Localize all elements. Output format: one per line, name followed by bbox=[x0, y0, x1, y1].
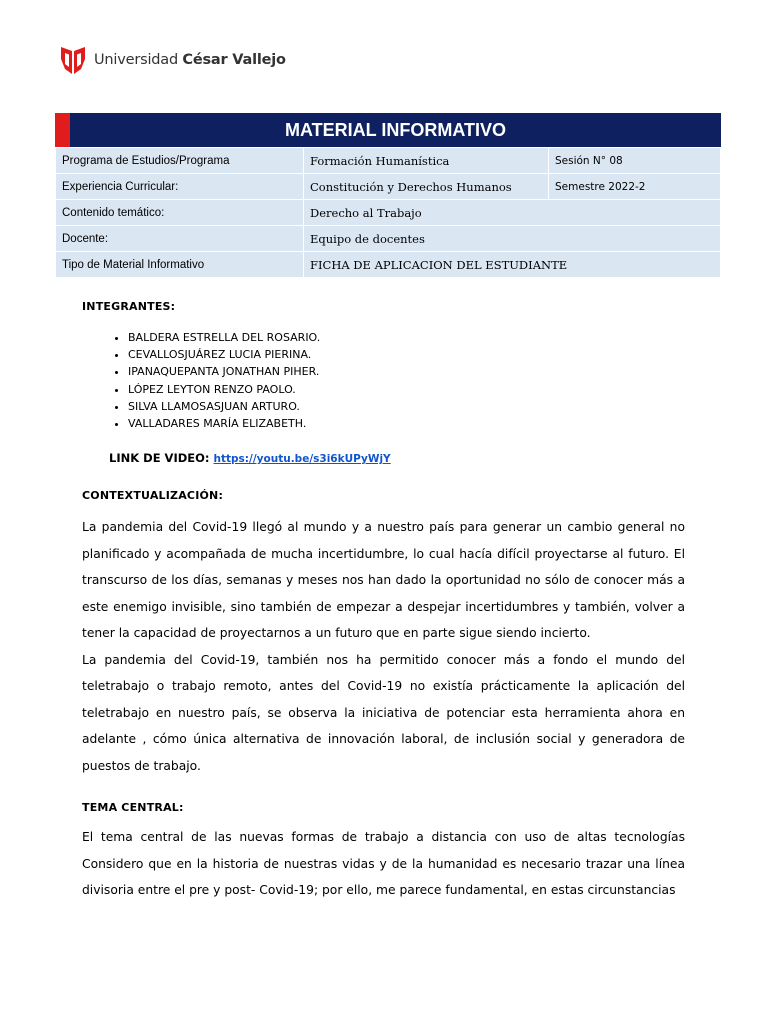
university-shield-icon bbox=[60, 45, 86, 75]
tema-central-paragraph: El tema central de las nuevas formas de trabajo a distancia con uso de altas tecnologías Considero que en la historia de nuestras vidas y de la humanidad es necesario trazar una línea divisoria entre el pre y post- Covid-19; por ello, me parece fundamental, en estas circunstancias bbox=[82, 830, 685, 898]
integrantes-heading: INTEGRANTES: bbox=[82, 300, 176, 313]
video-link[interactable]: https://youtu.be/s3i6kUPyWjY bbox=[213, 453, 391, 466]
contextualizacion-paragraph-1: La pandemia del Covid-19 llegó al mundo y a nuestro país para generar un cambio general no planificado y acompañada de mucha incertidumbre, lo cual hacía difícil proyectarse al futuro. El transcurso de los días, semanas y meses nos han dado la oportunidad no sólo de conocer más a este enemigo invisible, sino también de empezar a despejar incertidumbres y también, volver a tener la capacidad de proyectarnos a un futuro que en parte sigue siendo incierto. bbox=[82, 520, 685, 641]
info-value: Equipo de docentes bbox=[304, 226, 721, 252]
university-logo bbox=[60, 44, 286, 76]
list-item: • LÓPEZ LEYTON RENZO PAOLO. bbox=[128, 381, 685, 398]
table-row bbox=[56, 174, 721, 200]
contextualizacion-paragraph-2: La pandemia del Covid-19, también nos ha permitido conocer más a fondo el mundo del teletrabajo o trabajo remoto, antes del Covid-19 no existía prácticamente la aplicación del teletrabajo en nuestro país, se observa la iniciativa de potenciar esta herramienta ahora en adelante , cómo única alternativa de innovación laboral, de inclusión social y generadora de puestos de trabajo. bbox=[82, 652, 685, 773]
info-value: Derecho al Trabajo bbox=[304, 200, 721, 226]
university-name: Universidad César Vallejo bbox=[94, 52, 286, 68]
video-label: LINK DE VIDEO: bbox=[109, 451, 214, 466]
header-accent-bar bbox=[55, 113, 70, 147]
list-item: • SILVA LLAMOSASJUAN ARTURO. bbox=[128, 398, 685, 415]
info-label: Contenido temático: bbox=[56, 200, 304, 226]
info-extra: Semestre 2022-2 bbox=[549, 174, 721, 200]
list-item: • BALDERA ESTRELLA DEL ROSARIO. bbox=[128, 329, 685, 346]
list-item: • CEVALLOSJUÁREZ LUCIA PIERINA. bbox=[128, 346, 685, 363]
list-item: • VALLADARES MARÍA ELIZABETH. bbox=[128, 415, 685, 432]
info-label: Tipo de Material Informativo bbox=[56, 252, 304, 278]
table-row bbox=[56, 226, 721, 252]
info-label: Docente: bbox=[56, 226, 304, 252]
document-body bbox=[82, 300, 685, 904]
video-link-row bbox=[109, 451, 685, 465]
info-label: Programa de Estudios/Programa bbox=[56, 148, 304, 174]
members-list bbox=[82, 329, 685, 432]
info-value: FICHA DE APLICACION DEL ESTUDIANTE bbox=[304, 252, 721, 278]
table-row bbox=[56, 200, 721, 226]
info-value: Constitución y Derechos Humanos bbox=[304, 174, 549, 200]
contextualizacion-heading: CONTEXTUALIZACIÓN: bbox=[82, 489, 224, 503]
info-label: Experiencia Curricular: bbox=[56, 174, 304, 200]
table-row bbox=[56, 252, 721, 278]
info-value: Formación Humanística bbox=[304, 148, 549, 174]
list-item: • IPANAQUEPANTA JONATHAN PIHER. bbox=[128, 363, 685, 380]
tema-central-heading: TEMA CENTRAL: bbox=[82, 801, 184, 815]
course-info-table bbox=[55, 147, 721, 278]
page-title: MATERIAL INFORMATIVO bbox=[70, 113, 721, 147]
info-extra: Sesión N° 08 bbox=[549, 148, 721, 174]
table-row bbox=[56, 148, 721, 174]
